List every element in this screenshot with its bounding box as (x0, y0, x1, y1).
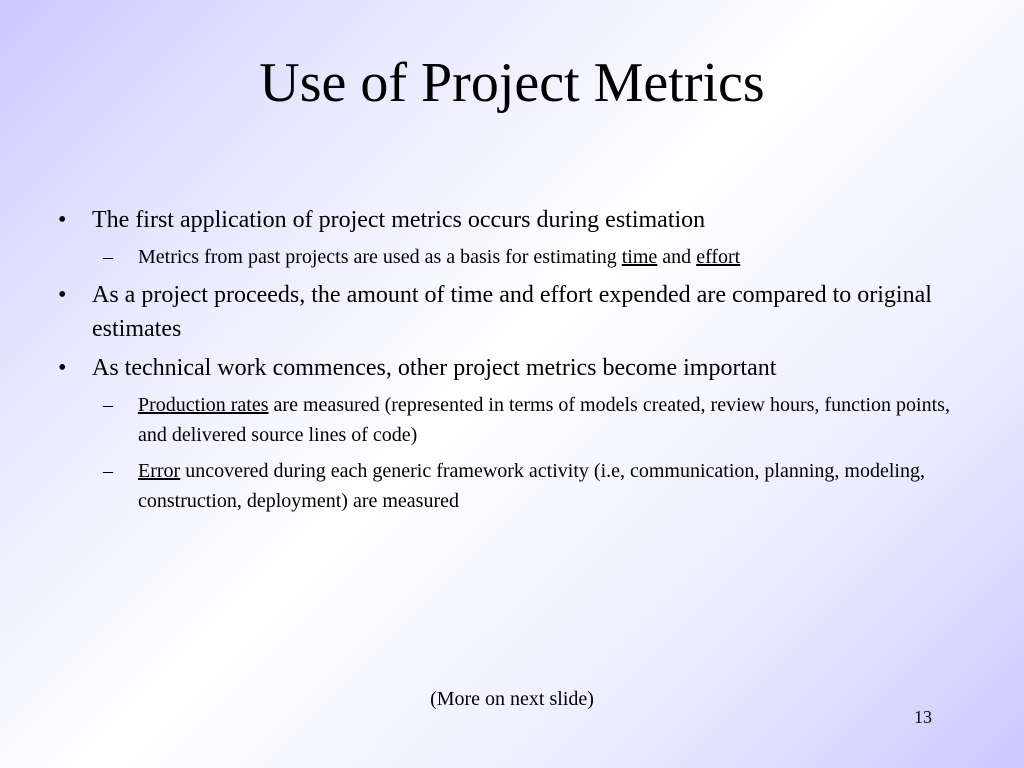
bullet-list (58, 203, 978, 522)
sub-bullet-text: uncovered during each generic framework activity (i.e, communication, planning, modeling, construction, deployment) are measured (138, 460, 925, 512)
slide-title: Use of Project Metrics (259, 52, 765, 114)
sub-bullet-marker: – (103, 460, 113, 482)
bullet-item (58, 203, 978, 237)
sub-bullet-item (58, 390, 978, 450)
sub-bullet-item (58, 456, 978, 516)
sub-bullet-item (58, 242, 978, 272)
bullet-marker: • (58, 355, 67, 381)
sub-bullet-text: and (657, 246, 697, 268)
bullet-text: The first application of project metrics occurs during estimation (92, 207, 706, 233)
sub-bullet-text: are measured (represented in terms of models created, review hours, function points, and delivered source lines of code) (138, 394, 950, 446)
bullet-marker: • (58, 207, 67, 233)
underlined-term-effort: effort (696, 246, 741, 268)
sub-bullet-list (58, 242, 978, 272)
footnote: (More on next slide) (430, 688, 594, 710)
page-number: 13 (914, 707, 932, 727)
sub-bullet-marker: – (103, 394, 113, 416)
bullet-marker: • (58, 282, 67, 308)
bullet-text: As technical work commences, other project metrics become important (92, 355, 777, 381)
bullet-item (58, 351, 978, 385)
underlined-term-time: time (621, 246, 658, 268)
underlined-term-error: Error (138, 460, 181, 482)
underlined-term-production-rates: Production rates (138, 394, 269, 416)
sub-bullet-text: Metrics from past projects are used as a basis for estimating (138, 246, 622, 268)
sub-bullet-marker: – (103, 246, 113, 268)
bullet-item (58, 278, 978, 346)
bullet-text: As a project proceeds, the amount of time and effort expended are compared to original estimates (92, 282, 932, 342)
sub-bullet-list (58, 390, 978, 516)
